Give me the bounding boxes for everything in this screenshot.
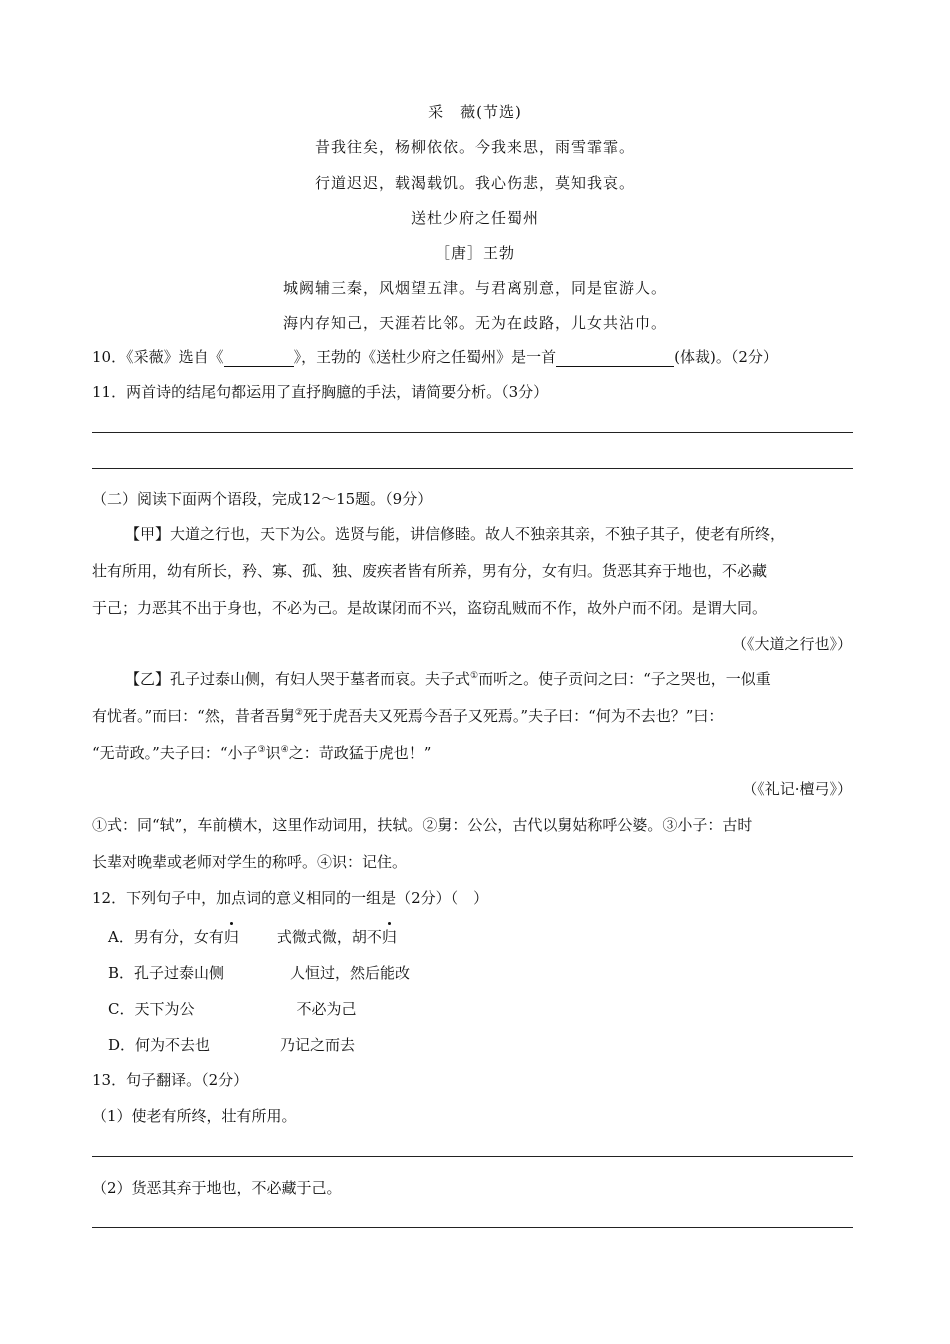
option-left-text: 男有分，女有: [133, 928, 224, 946]
poem2-author: ［唐］王勃: [434, 244, 515, 262]
answer-line-q13-2[interactable]: [92, 1227, 853, 1228]
passage-jia-source: （《大道之行也》）: [731, 635, 852, 653]
notes-line-2: 长辈对晚辈或老师对学生的称呼。④识：记住。: [92, 853, 408, 871]
option-right-text: 乃记之而去: [280, 1036, 356, 1054]
footnote-ref-1: ①: [470, 671, 479, 681]
option-left-text: 何为不去也: [135, 1036, 211, 1054]
poem2-line-1: 城阙辅三秦，风烟望五津。与君离别意，同是宦游人。: [282, 279, 667, 297]
passage-jia-line-3: 于己；力恶其不出于身也，不必为己。是故谋闭而不兴，盗窃乱贼而不作，故外户而不闭。是谓大同。: [92, 599, 768, 617]
passage-yi-text-3c: 之：苛政猛于虎也！”: [288, 744, 432, 762]
option-right-text: 式微式微，胡不: [276, 928, 382, 946]
poem1-line-2: 行道迟迟，载渴载饥。我心伤悲，莫知我哀。: [314, 174, 635, 192]
footnote-ref-4: ④: [280, 745, 289, 755]
q13-sub-2: （2）货恶其弃于地也，不必藏于己。: [92, 1179, 342, 1197]
footnote-ref-2: ②: [294, 708, 303, 718]
option-label: A．: [108, 928, 134, 946]
q12-option-b[interactable]: [108, 963, 410, 983]
q12-option-c[interactable]: [108, 999, 357, 1019]
footnote-ref-3: ③: [257, 745, 266, 755]
dotted-word: 归: [381, 928, 397, 946]
passage-jia-line-1: [125, 524, 785, 544]
answer-line-q11-2[interactable]: [92, 468, 853, 469]
passage-yi-line-2: [92, 706, 723, 726]
q10-text-3: (体裁)。（2分）: [674, 348, 778, 366]
question-12: 12．下列句子中，加点词的意义相同的一组是（2分）（ ）: [92, 889, 489, 907]
passage-jia-text-1: 大道之行也，天下为公。选贤与能，讲信修睦。故人不独亲其亲，不独子其子，使老有所终，: [170, 525, 786, 543]
passage-yi-text-1b: 而听之。使子贡问之曰：“子之哭也，一似重: [478, 670, 771, 688]
passage-yi-line-3: [92, 743, 431, 763]
q10-blank-2[interactable]: [556, 350, 674, 367]
passage-yi-source: （《礼记·檀弓》）: [742, 780, 852, 798]
q12-option-a[interactable]: [108, 927, 397, 947]
option-left-text: 天下为公: [134, 1000, 195, 1018]
passage-yi-text-3a: “无苛政。”夫子曰：“小子: [92, 744, 258, 762]
passage-jia-label: 【甲】: [125, 525, 171, 543]
option-label: D．: [108, 1036, 136, 1054]
passage-yi-text-2b: 死于虎吾夫又死焉今吾子又死焉。”夫子曰：“何为不去也？”曰：: [302, 707, 724, 725]
notes-line-1: ①式：同“轼”，车前横木，这里作动词用，扶轼。②舅：公公，古代以舅姑称呼公婆。③小子：古时: [92, 816, 753, 834]
poem1-line-1: 昔我往矣，杨柳依依。今我来思，雨雪霏霏。: [314, 138, 635, 156]
question-11: 11．两首诗的结尾句都运用了直抒胸臆的手法，请简要分析。（3分）: [92, 383, 549, 401]
q10-text-1: 10．《采薇》选自《: [92, 348, 224, 366]
option-label: C．: [108, 1000, 135, 1018]
passage-yi-text-3b: 识: [265, 744, 281, 762]
q13-sub-1: （1）使老有所终，壮有所用。: [92, 1107, 297, 1125]
poem2-title: 送杜少府之任蜀州: [410, 209, 539, 227]
poem1-title: 采 薇(节选): [428, 103, 522, 121]
option-right-text: 不必为己: [296, 1000, 357, 1018]
q10-text-2: 》，王勃的《送杜少府之任蜀州》是一首: [293, 348, 557, 366]
dotted-word: 归: [223, 928, 239, 946]
passage-yi-label: 【乙】: [125, 670, 171, 688]
poem2-line-2: 海内存知己，天涯若比邻。无为在歧路，儿女共沾巾。: [282, 314, 667, 332]
section-2-heading: （二）阅读下面两个语段，完成12～15题。（9分）: [92, 490, 433, 508]
answer-line-q13-1[interactable]: [92, 1156, 853, 1157]
option-left-text: 孔子过泰山侧: [134, 964, 225, 982]
passage-yi-text-1a: 孔子过泰山侧，有妇人哭于墓者而哀。夫子式: [170, 670, 471, 688]
passage-yi-line-1: [125, 669, 771, 689]
answer-line-q11-1[interactable]: [92, 432, 853, 433]
option-label: B．: [108, 964, 135, 982]
option-right-text: 人恒过，然后能改: [290, 964, 411, 982]
question-13: 13．句子翻译。（2分）: [92, 1071, 249, 1089]
q12-option-d[interactable]: [108, 1035, 355, 1055]
passage-yi-text-2a: 有忧者。”而曰：“然，昔者吾舅: [92, 707, 295, 725]
q10-blank-1[interactable]: [224, 350, 294, 367]
question-10: [92, 347, 778, 367]
passage-jia-line-2: 壮有所用，幼有所长，矜、寡、孤、独、废疾者皆有所养，男有分，女有归。货恶其弃于地也，不必藏: [92, 562, 768, 580]
